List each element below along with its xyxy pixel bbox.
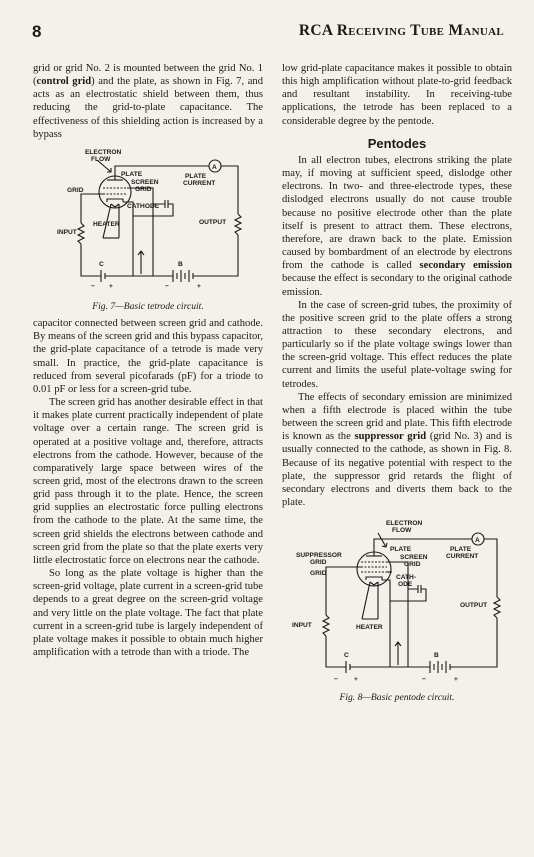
label-input: INPUT [57,228,77,236]
label-c-battery: C [99,260,104,268]
svg-text:−: − [422,676,426,684]
svg-text:FLOW: FLOW [392,527,412,535]
section-heading-pentodes: Pentodes [367,135,427,151]
pentode-circuit-diagram [282,519,512,689]
label-cathode: CATH- [396,574,417,582]
paragraph: The screen grid has another desirable effect in that it makes plate current practically independent of plate voltage over a certain range. The screen grid is operated at a positive voltage and, therefore, attracts electrons from the cathode. However, because of the comparatively large space between wires of the screen grid, most of the electrons drawn to the screen grid pass through it to the plate. Hence, the screen grid supplies an electrostatic force pulling electrons from the cathode to the plate. At the same time, the screen grid shields the electrons between cathode and screen grid from the plate so that the plate exerts very little electrostatic force on electrons near the cathode. [33,397,263,566]
svg-text:+: + [109,282,113,290]
paragraph: In the case of screen-grid tubes, the proximity of the positive screen grid to the plate offers a strong attraction to these secondary electrons, and particularly so if the plate voltage swings lower than the screen-grid voltage. This effect reduces the plate current and limits the useful plate-voltage swing for tetrodes. [282,299,512,390]
paragraph: The effects of secondary emission are minimized when a fifth electrode is placed within the tube between the screen grid and plate. This fifth electrode is known as the suppressor grid (grid No. 3) and is usually connected to the cathode, as shown in Fig. 8. Because of its negative potential with respect to the plate, the suppressor grid retards the flight of secondary electrons and diverts them back to the plate. [282,391,513,508]
paragraph: capacitor connected between screen grid and cathode. By means of the screen grid and this bypass capacitor, the grid-plate capacitance of a tetrode is made very small. In practice, the grid-plate capacitance is reduced from several picofarads (pF) for a triode to 0.01 pF or less for a screen-grid tube. [33,318,263,395]
label-plate: PLATE [121,170,143,178]
svg-text:GRID: GRID [135,185,152,193]
label-grid: GRID [310,570,327,578]
label-electron-flow: ELECTRON [386,520,423,528]
svg-text:−: − [334,676,338,684]
ammeter-label: A [212,163,217,171]
paragraph: grid or grid No. 2 is mounted between the grid No. 1 (control grid) and the plate, as shown in Fig. 7, and acts as an electrostatic shield between them, thus reducing the grid-to-plate capacitance. The effectiveness of this shielding action is increased by a bypass [33,63,263,140]
label-heater: HEATER [93,220,120,228]
page-number: 8 [32,22,42,41]
svg-text:+: + [197,282,201,290]
left-column [33,62,263,659]
running-head: RCA Receiving Tube Manual [298,22,504,39]
term-control-grid: control grid [36,76,92,88]
svg-text:CURRENT: CURRENT [183,179,216,187]
term-suppressor-grid: suppressor grid [354,431,427,443]
label-plate-current: PLATE [450,546,472,554]
ammeter-label: A [475,537,480,545]
label-plate-current: PLATE [185,172,207,180]
svg-text:−: − [165,282,169,290]
svg-text:GRID: GRID [404,561,421,569]
tetrode-circuit-diagram [33,148,263,298]
svg-text:+: + [454,676,458,684]
svg-text:CURRENT: CURRENT [446,553,479,561]
figure-8 [282,519,512,704]
label-b-battery: B [178,260,183,268]
label-b-battery: B [434,652,439,660]
label-electron-flow: ELECTRON [85,148,122,156]
label-cathode: CATHODE [127,202,160,210]
svg-text:GRID: GRID [310,559,327,567]
label-screen-grid: SCREEN [131,178,159,186]
svg-text:−: − [91,282,95,290]
figure-7 [33,148,263,313]
figure-7-caption: Fig. 7—Basic tetrode circuit. [92,300,204,312]
svg-text:+: + [354,676,358,684]
label-plate: PLATE [390,546,412,554]
right-column [282,62,512,708]
label-screen-grid: SCREEN [400,554,428,562]
term-secondary-emission: secondary emission [419,260,512,272]
label-grid: GRID [67,186,84,194]
tube-envelope [357,552,391,586]
paragraph: So long as the plate voltage is higher than the screen-grid voltage, plate current in a screen-grid tube depends to a great degree on the screen-grid voltage and very little on the plate voltage. The fact that plate current in a screen-grid tube is largely independent of plate voltage makes it possible to obtain much higher amplification with a tetrode than with a triode. The [33,568,263,658]
label-suppressor-grid: SUPPRESSOR [296,552,342,560]
paragraph: low grid-plate capacitance makes it possible to obtain this high amplification without plate-to-grid feedback and resultant instability. In receiving-tube applications, the tetrode has been replaced to a considerable degree by the pentode. [282,63,512,127]
paragraph: In all electron tubes, electrons striking the plate may, if moving at sufficient speed, dislodge other electrons. In two- and three-electrode types, these dislodged electrons usually do not cause trouble because no positive electrode other than the plate itself is present to attract them. These electrons, therefore, are drawn back to the plate. Emission caused by bombardment of an electrode by electrons from the cathode is called secondary emission because the effect is secondary to the original cathode emission. [282,154,512,298]
label-heater: HEATER [356,624,383,632]
label-input: INPUT [292,622,312,630]
label-output: OUTPUT [460,602,488,610]
label-c-battery: C [344,652,349,660]
label-output: OUTPUT [199,218,227,226]
svg-text:FLOW: FLOW [91,155,111,163]
figure-8-caption: Fig. 8—Basic pentode circuit. [339,692,455,704]
svg-text:ODE: ODE [398,581,413,589]
